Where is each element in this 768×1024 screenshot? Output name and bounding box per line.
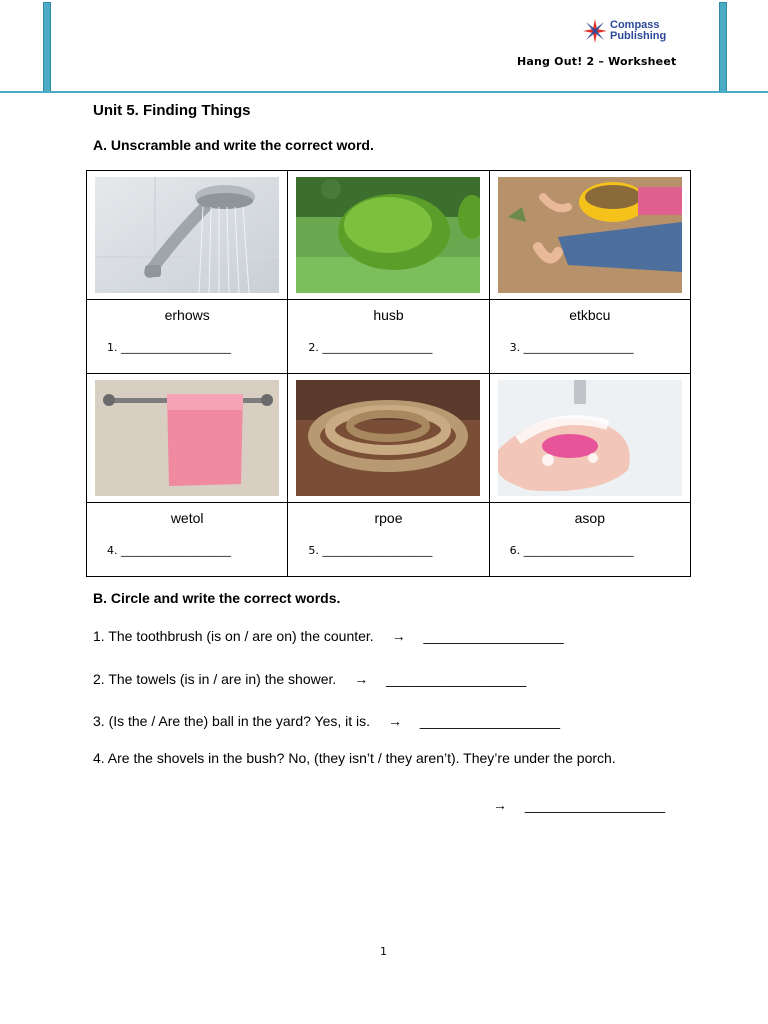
word-row (87, 503, 691, 577)
shower-head-photo (95, 177, 279, 293)
answer-blank-1[interactable]: 1. ____________________ (107, 341, 231, 354)
image-cell (489, 374, 690, 503)
answer-blank-4[interactable]: 4. ____________________ (107, 544, 231, 557)
publisher-logo (582, 18, 666, 44)
question-3 (93, 713, 560, 729)
section-b-instruction: B. Circle and write the correct words. (93, 590, 341, 606)
answer-line-2[interactable]: __________________ (386, 671, 527, 687)
logo-line1: Compass (610, 19, 660, 31)
answer-blank-2[interactable]: 2. ____________________ (308, 341, 433, 354)
word-cell (489, 503, 690, 577)
scrambled-word: wetol (170, 510, 204, 526)
header-divider (0, 91, 768, 93)
section-a-instruction: A. Unscramble and write the correct word. (93, 137, 374, 153)
page-number: 1 (380, 945, 387, 958)
question-text: 4. Are the shovels in the bush? No, (they isn’t / they aren’t). They’re under the porch. (93, 750, 616, 766)
word-row (87, 300, 691, 374)
worksheet-header-title: Hang Out! 2 – Worksheet (517, 55, 677, 68)
answer-line-1[interactable]: __________________ (423, 628, 564, 644)
image-cell (489, 171, 690, 300)
scrambled-word: etkbcu (569, 307, 611, 323)
bush-photo (296, 177, 480, 293)
bucket-photo (498, 177, 682, 293)
word-cell (288, 503, 489, 577)
answer-line-4[interactable]: __________________ (524, 797, 666, 813)
compass-star-icon (582, 18, 608, 44)
scrambled-word: husb (373, 307, 404, 323)
answer-blank-5[interactable]: 5. ____________________ (308, 544, 433, 557)
question-text: 2. The towels (is in / are in) the shower. (93, 671, 337, 687)
image-cell (87, 374, 288, 503)
image-cell (87, 171, 288, 300)
scrambled-word: erhows (164, 307, 210, 323)
header-right-bar (719, 2, 727, 92)
answer-blank-3[interactable]: 3. ____________________ (509, 341, 634, 354)
word-cell (87, 503, 288, 577)
question-1 (93, 628, 564, 644)
image-cell (288, 171, 489, 300)
arrow-icon: → (354, 671, 369, 687)
answer-line-3[interactable]: __________________ (419, 713, 560, 729)
rope-photo (296, 380, 480, 496)
header-left-bar (43, 2, 51, 92)
image-cell (288, 374, 489, 503)
word-cell (489, 300, 690, 374)
question-text: 1. The toothbrush (is on / are on) the counter. (93, 628, 374, 644)
question-4-answer (493, 797, 665, 813)
soap-photo (498, 380, 682, 496)
word-cell (288, 300, 489, 374)
question-4 (93, 750, 616, 766)
image-row (87, 171, 691, 300)
word-cell (87, 300, 288, 374)
question-text: 3. (Is the / Are the) ball in the yard? Yes, it is. (93, 713, 371, 729)
scrambled-word: asop (574, 510, 605, 526)
question-2 (93, 671, 526, 687)
arrow-icon: → (493, 797, 507, 813)
arrow-icon: → (391, 628, 406, 644)
image-row (87, 374, 691, 503)
unit-title: Unit 5. Finding Things (93, 102, 251, 119)
logo-line2: Publishing (610, 30, 667, 42)
scrambled-word: rpoe (374, 510, 403, 526)
arrow-icon: → (387, 713, 402, 729)
towel-photo (95, 380, 279, 496)
logo-wordmark (608, 20, 666, 42)
answer-blank-6[interactable]: 6. ____________________ (509, 544, 634, 557)
unscramble-table (86, 170, 691, 577)
